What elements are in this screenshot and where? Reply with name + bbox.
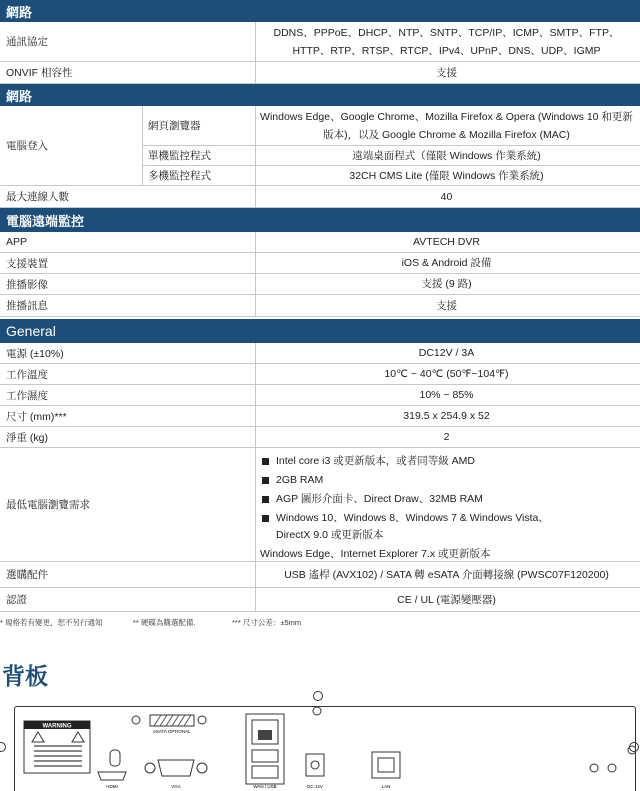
spec-value: Windows Edge、Google Chrome、Mozilla Firefox & Opera (Windows 10 和更新版本)，以及 Google Chrome & Mozilla Firefox (MAC) [260, 110, 633, 141]
spec-label: 單機監控程式 [148, 150, 211, 162]
spec-row-maxusers [0, 186, 640, 208]
warning-label-title: WARNING [42, 723, 72, 730]
spec-label: 最低電腦瀏覽需求 [6, 499, 90, 511]
spec-label: APP [6, 236, 28, 248]
spec-row-protocol [0, 22, 640, 62]
wan-usb-label: WAN / USB [253, 784, 277, 789]
esata-label: eSATA OPTIONAL [153, 729, 191, 734]
back-panel-title: 背板 [2, 663, 48, 689]
list-item-text: 2GB RAM [276, 474, 324, 486]
hdmi-label: HDMI [106, 784, 118, 789]
table-divider [142, 106, 143, 186]
spec-label: 網頁瀏覽器 [148, 120, 201, 132]
spec-value: CE / UL (電源變壓器) [397, 593, 496, 606]
list-item [260, 472, 549, 489]
list-item-continuation: DirectX 9.0 或更新版本 [276, 529, 384, 541]
spec-row-app [0, 232, 640, 253]
bullet-icon [262, 515, 269, 522]
bullet-icon [262, 458, 269, 465]
spec-value: DDNS、PPPoE、DHCP、NTP、SNTP、TCP/IP、ICMP、SMTP、FTP、HTTP、RTP、RTSP、RTCP、IPv4、UPnP、DNS、UDP、IGMP [273, 26, 620, 57]
list-item-text: Windows 10、Windows 8、Windows 7 & Windows Vista、 [276, 512, 549, 524]
section-header-network [0, 0, 640, 22]
section-header-general [0, 319, 640, 343]
spec-value: iOS & Android 設備 [401, 257, 492, 269]
list-item [260, 453, 549, 470]
table-divider [255, 186, 256, 208]
spec-label: 通訊協定 [6, 36, 48, 48]
spec-value: 支援 [436, 299, 457, 312]
spec-value: 40 [440, 190, 453, 203]
spec-row-humidity [0, 385, 640, 406]
spec-label: 推播訊息 [6, 300, 48, 312]
spec-label: 電源 (±10%) [6, 347, 64, 360]
spec-row-temp [0, 364, 640, 385]
screw-hole-icon [313, 691, 323, 701]
dc-label: DC 12V [307, 784, 323, 789]
spec-value: 遠端桌面程式（僅限 Windows 作業系統) [352, 149, 541, 162]
list-item [260, 510, 549, 527]
spec-row-devices [0, 253, 640, 274]
spec-label: 淨重 (kg) [6, 431, 48, 444]
spec-value: 319.5 x 254.9 x 52 [403, 410, 490, 422]
table-divider [255, 106, 256, 186]
spec-subrow-single [142, 146, 640, 166]
spec-label: 工作溫度 [6, 368, 48, 381]
section-header-remote [0, 208, 640, 232]
spec-row-power [0, 343, 640, 364]
spec-value: DC12V / 3A [418, 347, 475, 359]
vga-label: VGA [171, 784, 181, 789]
spec-value: 支援 (9 路) [421, 278, 472, 290]
section-title: 電腦遠端監控 [6, 213, 85, 229]
spec-value: 10% ~ 85% [419, 389, 474, 401]
minreq-list [260, 453, 549, 563]
spec-value: 支援 [436, 66, 457, 79]
footnote: * 規格若有變更，恕不另行通知 [0, 618, 103, 627]
spec-row-push-msg [0, 295, 640, 317]
screw-hole-icon [0, 742, 6, 752]
section-title: General [6, 323, 56, 339]
spec-label: 電腦登入 [6, 140, 48, 152]
list-item [260, 491, 549, 508]
footnote: *** 尺寸公差：±5mm [232, 618, 302, 627]
back-panel-illustration [14, 706, 636, 791]
spec-label: 支援裝置 [6, 257, 48, 270]
spec-value: 32CH CMS Lite (僅限 Windows 作業系統) [349, 169, 544, 182]
spec-row-cert [0, 588, 640, 612]
list-item-text: Intel core i3 或更新版本，或者同等級 AMD [276, 455, 475, 467]
table-divider [255, 232, 256, 317]
spec-value: AVTECH DVR [413, 236, 480, 248]
spec-subrow-multi [142, 166, 640, 186]
spec-label: 尺寸 (mm)*** [6, 410, 67, 423]
footnote: ** 硬碟為購選配備. [133, 618, 196, 627]
spec-row-push-video [0, 274, 640, 295]
back-panel-svg [14, 706, 636, 791]
lan-label: LAN [381, 784, 391, 789]
section-title: 網路 [6, 88, 33, 104]
section-title: 網路 [6, 4, 33, 20]
spec-label: 認證 [6, 594, 27, 606]
list-item-text: AGP 圖形介面卡、Direct Draw、32MB RAM [276, 493, 483, 505]
spec-label: 最大連線人數 [6, 191, 69, 203]
table-divider [255, 22, 256, 84]
minreq-browser-line: Windows Edge、Internet Explorer 7.x 或更新版本 [260, 548, 491, 560]
spec-label: 工作濕度 [6, 389, 48, 402]
spec-row-weight [0, 427, 640, 448]
spec-label: ONVIF 相容性 [6, 67, 73, 79]
table-divider [255, 343, 256, 612]
spec-label: 多機監控程式 [148, 170, 211, 182]
spec-value: 10℃ ~ 40℃ (50℉~104℉) [384, 368, 509, 380]
spec-value: USB 遙桿 (AVX102) / SATA 轉 eSATA 介面轉接線 (PWSC07F120200) [284, 568, 609, 581]
spec-row-accessory [0, 562, 640, 588]
spec-subrow-browser [142, 106, 640, 146]
section-header-network-2 [0, 84, 640, 106]
spec-label: 推播影像 [6, 278, 48, 291]
screw-hole-icon [629, 742, 639, 752]
bullet-icon [262, 477, 269, 484]
spec-row-onvif [0, 62, 640, 84]
spec-value: 2 [443, 431, 450, 443]
bullet-icon [262, 496, 269, 503]
spec-row-size [0, 406, 640, 427]
spec-label: 選購配件 [6, 569, 48, 581]
